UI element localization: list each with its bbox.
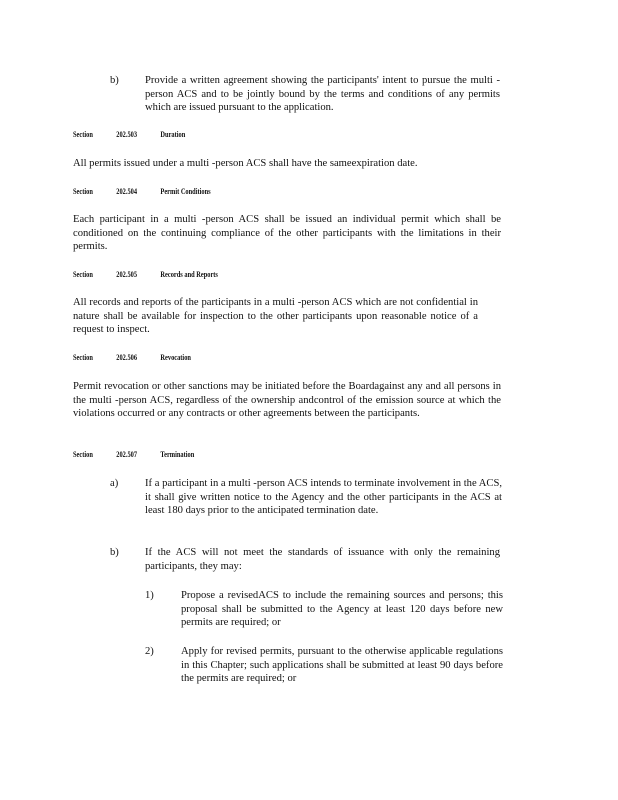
section-title: Termination bbox=[160, 450, 195, 459]
section-number: 202.503 bbox=[116, 130, 138, 139]
section-202-505-body: All records and reports of the participants in a multi -person ACS which are not confidential in nature shall be available for inspection to the other participants upon reasonable notice of a request to inspect. bbox=[73, 297, 478, 336]
item-marker-b2: b) bbox=[110, 547, 119, 558]
item-marker-a: a) bbox=[110, 478, 119, 489]
section-label: Section bbox=[73, 353, 93, 362]
section-number: 202.505 bbox=[116, 270, 138, 279]
section-heading-202-507 bbox=[73, 450, 194, 460]
section-heading-202-505 bbox=[73, 270, 218, 280]
section-label: Section bbox=[73, 450, 93, 459]
section-number: 202.506 bbox=[116, 353, 138, 362]
termination-item-a-text: If a participant in a multi -person ACS intends to terminate involvement in the ACS, it shall give written notice to the Agency and the other participants in the ACS at least 180 days prior to the anticipated termination date. bbox=[145, 478, 502, 517]
sub-item-2-text: Apply for revised permits, pursuant to the otherwise applicable regulations in this Chapter; such applications shall be submitted at least 90 days before the permits are required; or bbox=[181, 646, 503, 685]
section-title: Permit Conditions bbox=[160, 187, 211, 196]
item-b-text: Provide a written agreement showing the participants' intent to pursue the multi -person ACS and to be jointly bound by the terms and conditions of any permits which are issued pursuant to the application. bbox=[145, 75, 500, 114]
sub-item-marker-1: 1) bbox=[145, 590, 154, 601]
section-label: Section bbox=[73, 270, 93, 279]
section-heading-202-503 bbox=[73, 130, 185, 140]
section-202-506-body: Permit revocation or other sanctions may be initiated before the Boardagainst any and all persons in the multi -person ACS, regardless of the ownership andcontrol of the emission source at which the violations occurred or any contracts or other agreements between the participants. bbox=[73, 381, 501, 420]
sub-item-marker-2: 2) bbox=[145, 646, 154, 657]
section-title: Duration bbox=[160, 130, 186, 139]
section-202-503-body: All permits issued under a multi -person ACS shall have the sameexpiration date. bbox=[73, 158, 418, 169]
section-label: Section bbox=[73, 130, 93, 139]
section-label: Section bbox=[73, 187, 93, 196]
section-heading-202-506 bbox=[73, 353, 191, 363]
section-title: Revocation bbox=[160, 353, 191, 362]
section-heading-202-504 bbox=[73, 187, 211, 197]
section-title: Records and Reports bbox=[160, 270, 218, 279]
item-marker-b: b) bbox=[110, 75, 119, 86]
termination-item-b-text: If the ACS will not meet the standards of issuance with only the remaining participants, they may: bbox=[145, 547, 500, 572]
section-number: 202.504 bbox=[116, 187, 138, 196]
sub-item-1-text: Propose a revisedACS to include the remaining sources and persons; this proposal shall be submitted to the Agency at least 120 days before new permits are required; or bbox=[181, 590, 503, 629]
section-number: 202.507 bbox=[116, 450, 138, 459]
section-202-504-body: Each participant in a multi -person ACS shall be issued an individual permit which shall be conditioned on the continuing compliance of the other participants with the limitations in their permits. bbox=[73, 214, 501, 253]
